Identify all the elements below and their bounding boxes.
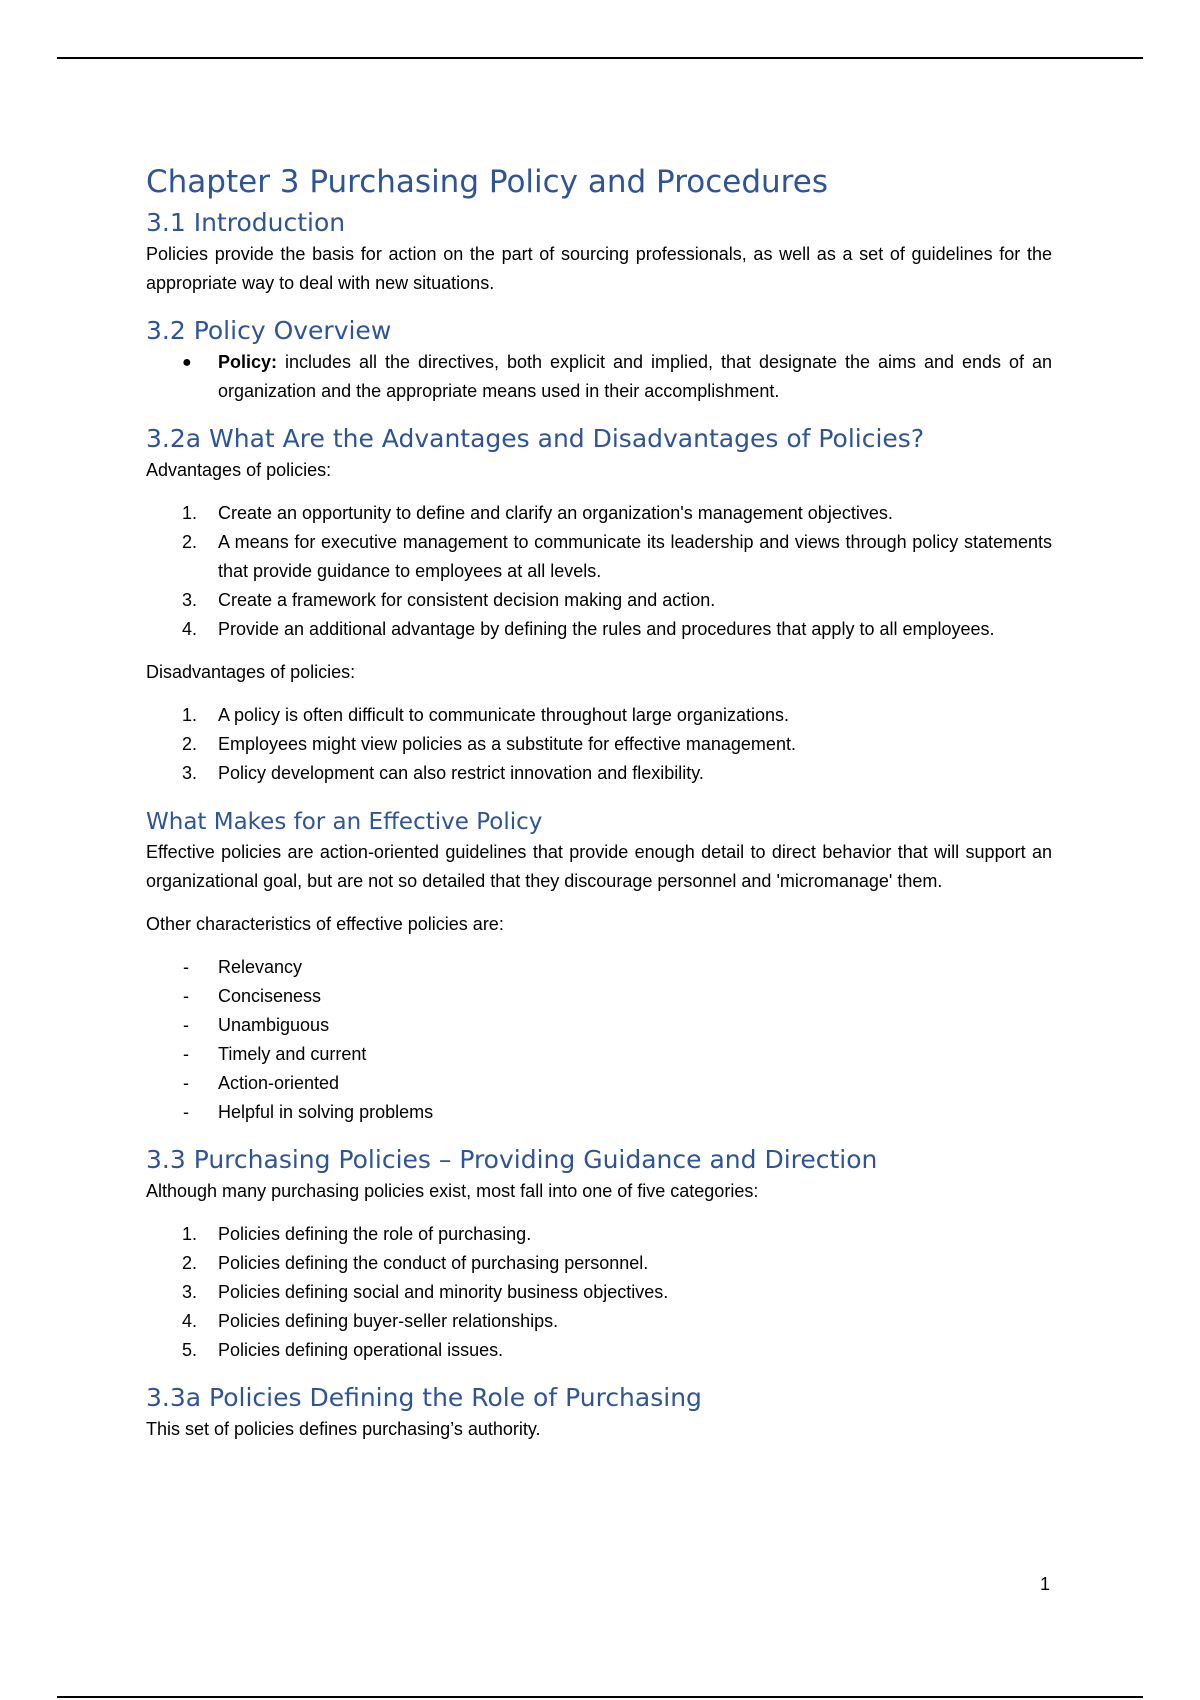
section-3-1-heading: 3.1 Introduction xyxy=(146,208,346,237)
list-item xyxy=(146,615,1052,644)
list-number: 3. xyxy=(182,763,198,783)
list-item-text: Create a framework for consistent decision making and action. xyxy=(218,590,716,610)
section-3-3a-body: This set of policies defines purchasing’s authority. xyxy=(146,1419,541,1439)
advantages-list xyxy=(146,499,1052,644)
dash-icon: - xyxy=(183,1015,189,1035)
list-item-text: Policy development can also restrict innovation and flexibility. xyxy=(218,763,704,783)
dash-icon: - xyxy=(183,1102,189,1122)
section-3-3-intro: Although many purchasing policies exist, most fall into one of five categories: xyxy=(146,1181,759,1201)
footer-rule xyxy=(57,1696,1143,1698)
list-item xyxy=(146,1098,1052,1127)
list-item-text: Policies defining buyer-seller relationships. xyxy=(218,1311,559,1331)
list-item-text: Policies defining the role of purchasing. xyxy=(218,1224,532,1244)
list-item xyxy=(146,528,1052,586)
list-item-text: Policies defining operational issues. xyxy=(218,1340,504,1360)
disadvantages-list xyxy=(146,701,1052,788)
list-number: 2. xyxy=(182,734,198,754)
policy-definition: includes all the directives, both explicit and implied, that designate the aims and ends of an organization and the appropriate means used in their accomplishment. xyxy=(218,352,1052,401)
list-item xyxy=(146,1069,1052,1098)
list-item-text: A means for executive management to communicate its leadership and views through policy statements that provide guidance to employees at all levels. xyxy=(218,532,1052,581)
list-item xyxy=(146,348,1052,406)
page-number: 1 xyxy=(1040,1574,1051,1594)
dash-icon: - xyxy=(183,1073,189,1093)
list-item xyxy=(146,953,1052,982)
list-item-text: A policy is often difficult to communicate throughout large organizations. xyxy=(218,705,789,725)
section-3-2-heading: 3.2 Policy Overview xyxy=(146,316,392,345)
list-item-text: Policies defining social and minority business objectives. xyxy=(218,1282,669,1302)
list-item xyxy=(146,499,1052,528)
list-item xyxy=(146,1307,1052,1336)
section-3-2a-heading: 3.2a What Are the Advantages and Disadvantages of Policies? xyxy=(146,424,925,453)
list-item-text: Employees might view policies as a substitute for effective management. xyxy=(218,734,796,754)
section-3-3a-heading: 3.3a Policies Defining the Role of Purchasing xyxy=(146,1383,702,1412)
list-item-text: Policies defining the conduct of purchasing personnel. xyxy=(218,1253,649,1273)
list-item xyxy=(146,982,1052,1011)
characteristic-text: Helpful in solving problems xyxy=(218,1102,434,1122)
list-number: 5. xyxy=(182,1340,198,1360)
disadvantages-intro: Disadvantages of policies: xyxy=(146,662,356,682)
characteristics-intro: Other characteristics of effective policies are: xyxy=(146,914,504,934)
characteristic-text: Action-oriented xyxy=(218,1073,340,1093)
dash-icon: - xyxy=(183,986,189,1006)
effective-policy-heading: What Makes for an Effective Policy xyxy=(146,809,543,835)
list-item xyxy=(146,1040,1052,1069)
chapter-title: Chapter 3 Purchasing Policy and Procedures xyxy=(146,164,828,200)
list-item xyxy=(146,730,1052,759)
effective-policy-body: Effective policies are action-oriented guidelines that provide enough detail to direct behavior that will support an organizational goal, but are not so detailed that they discourage personnel and 'micromanage' them. xyxy=(146,842,1052,891)
list-number: 3. xyxy=(182,1282,198,1302)
list-item xyxy=(146,759,1052,788)
section-3-3-heading: 3.3 Purchasing Policies – Providing Guidance and Direction xyxy=(146,1145,878,1174)
characteristic-text: Relevancy xyxy=(218,957,303,977)
list-number: 1. xyxy=(182,705,198,725)
list-item xyxy=(146,1336,1052,1365)
list-item xyxy=(146,1220,1052,1249)
dash-icon: - xyxy=(183,1044,189,1064)
categories-list xyxy=(146,1220,1052,1365)
dash-icon: - xyxy=(183,957,189,977)
list-item xyxy=(146,586,1052,615)
list-number: 1. xyxy=(182,1224,198,1244)
policy-term: Policy: xyxy=(218,352,278,372)
list-number: 2. xyxy=(182,532,198,552)
list-number: 4. xyxy=(182,619,198,639)
list-item xyxy=(146,1249,1052,1278)
list-number: 3. xyxy=(182,590,198,610)
bullet-icon: ● xyxy=(182,354,192,371)
characteristic-text: Unambiguous xyxy=(218,1015,330,1035)
section-3-1-body: Policies provide the basis for action on the part of sourcing professionals, as well as a set of guidelines for the appropriate way to deal with new situations. xyxy=(146,244,1052,293)
list-item xyxy=(146,1278,1052,1307)
policy-bullet-list xyxy=(146,348,1052,406)
list-number: 1. xyxy=(182,503,198,523)
advantages-intro: Advantages of policies: xyxy=(146,460,332,480)
list-item xyxy=(146,1011,1052,1040)
characteristic-text: Timely and current xyxy=(218,1044,367,1064)
characteristics-list xyxy=(146,953,1052,1127)
list-item-text: Create an opportunity to define and clarify an organization's management objectives. xyxy=(218,503,893,523)
document-page xyxy=(146,160,1052,1444)
header-rule xyxy=(57,57,1143,59)
list-item-text: Provide an additional advantage by defining the rules and procedures that apply to all employees. xyxy=(218,619,995,639)
list-number: 2. xyxy=(182,1253,198,1273)
list-number: 4. xyxy=(182,1311,198,1331)
list-item xyxy=(146,701,1052,730)
characteristic-text: Conciseness xyxy=(218,986,322,1006)
